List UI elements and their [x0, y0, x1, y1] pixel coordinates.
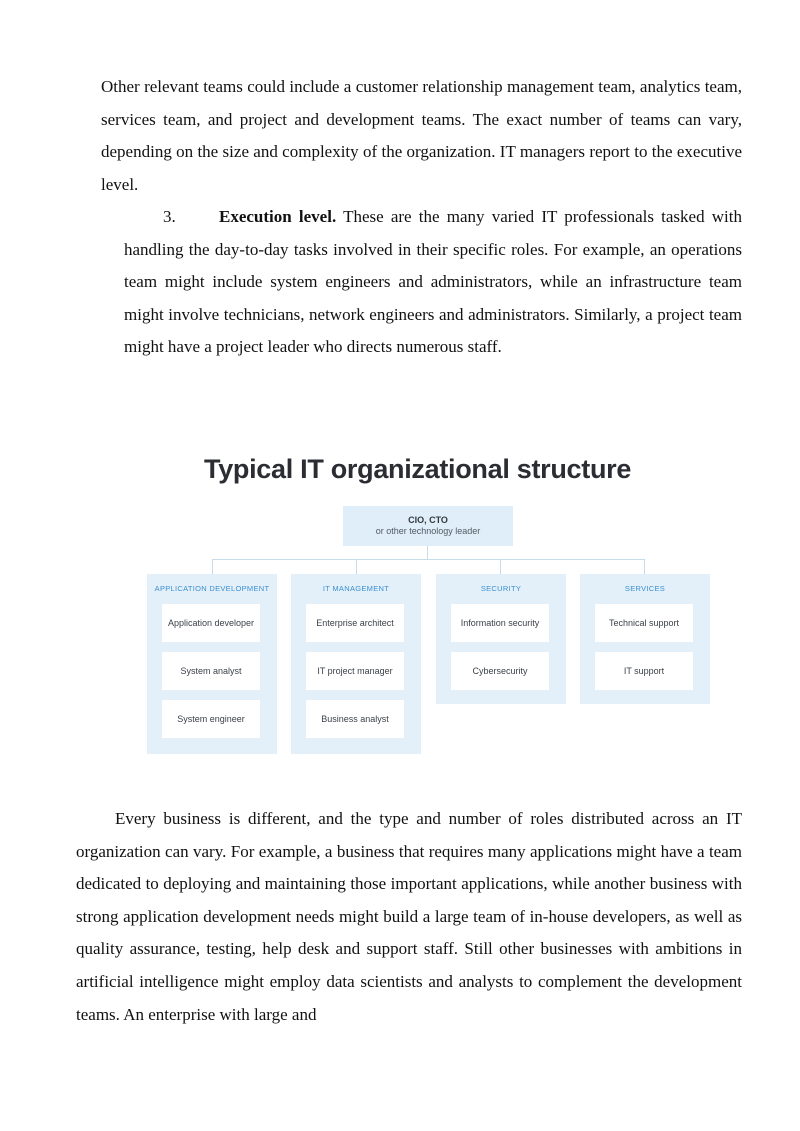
role-box: [595, 652, 693, 690]
role-label: Business analyst: [321, 713, 389, 724]
role-box: [162, 700, 260, 738]
role-label: Application developer: [167, 617, 255, 628]
role-box: [306, 652, 404, 690]
execution-level-item: [124, 201, 742, 364]
column-application-development: [147, 574, 277, 754]
connector-drop-4: [644, 559, 645, 574]
role-box: [451, 604, 549, 642]
role-label: System analyst: [180, 665, 242, 676]
role-box: [306, 604, 404, 642]
column-heading: SECURITY: [480, 584, 522, 593]
column-heading: APPLICATION DEVELOPMENT: [154, 584, 270, 593]
role-label: IT support: [623, 665, 665, 676]
role-label: Technical support: [608, 617, 680, 628]
list-number: 3.: [163, 207, 176, 226]
connector-drop-2: [356, 559, 357, 574]
role-box: [162, 652, 260, 690]
connector-drop-1: [212, 559, 213, 574]
top-leader-box: [343, 506, 513, 546]
role-box: [306, 700, 404, 738]
connector-vertical: [427, 546, 428, 560]
role-label: Enterprise architect: [316, 617, 394, 628]
org-structure-figure: [140, 448, 720, 760]
item-text: These are the many varied IT professionals tasked with handling the day-to-day tasks involved in their specific roles. For example, an operations team might include system engineers and administrators, while an infrastructure team might involve technicians, network engineers and administrators. Similarly, a project team might have a project leader who directs numerous staff.: [124, 207, 742, 357]
body-paragraph-1: Other relevant teams could include a customer relationship management team, analytics team, services team, and project and development teams. The exact number of teams can vary, depending on the size and complexity of the organization. IT managers report to the executive level.: [101, 77, 742, 194]
role-box: [451, 652, 549, 690]
column-it-management: [291, 574, 421, 754]
figure-title: Typical IT organizational structure: [204, 454, 632, 484]
column-heading: IT MANAGEMENT: [322, 584, 390, 593]
column-security: [436, 574, 566, 704]
top-leader-title: CIO, CTO: [408, 515, 448, 525]
column-heading: SERVICES: [624, 584, 666, 593]
role-label: IT project manager: [317, 665, 393, 676]
column-services: [580, 574, 710, 704]
role-label: System engineer: [177, 713, 245, 724]
top-leader-subtitle: or other technology leader: [375, 526, 481, 536]
item-lead: Execution level.: [219, 207, 337, 226]
role-label: Cybersecurity: [472, 665, 528, 676]
role-box: [162, 604, 260, 642]
connector-drop-3: [500, 559, 501, 574]
role-label: Information security: [460, 617, 540, 628]
body-paragraph-3: Every business is different, and the type and number of roles distributed across an IT organization can vary. For example, a business that requires many applications might have a team dedicated to deploying and maintaining those important applications, while another business with strong application development needs might build a large team of in-house developers, as well as quality assurance, testing, help desk and support staff. Still other businesses with ambitions in artificial intelligence might employ data scientists and analysts to complement the development teams. An enterprise with large and: [76, 809, 742, 1024]
role-box: [595, 604, 693, 642]
connector-horizontal: [212, 559, 644, 560]
